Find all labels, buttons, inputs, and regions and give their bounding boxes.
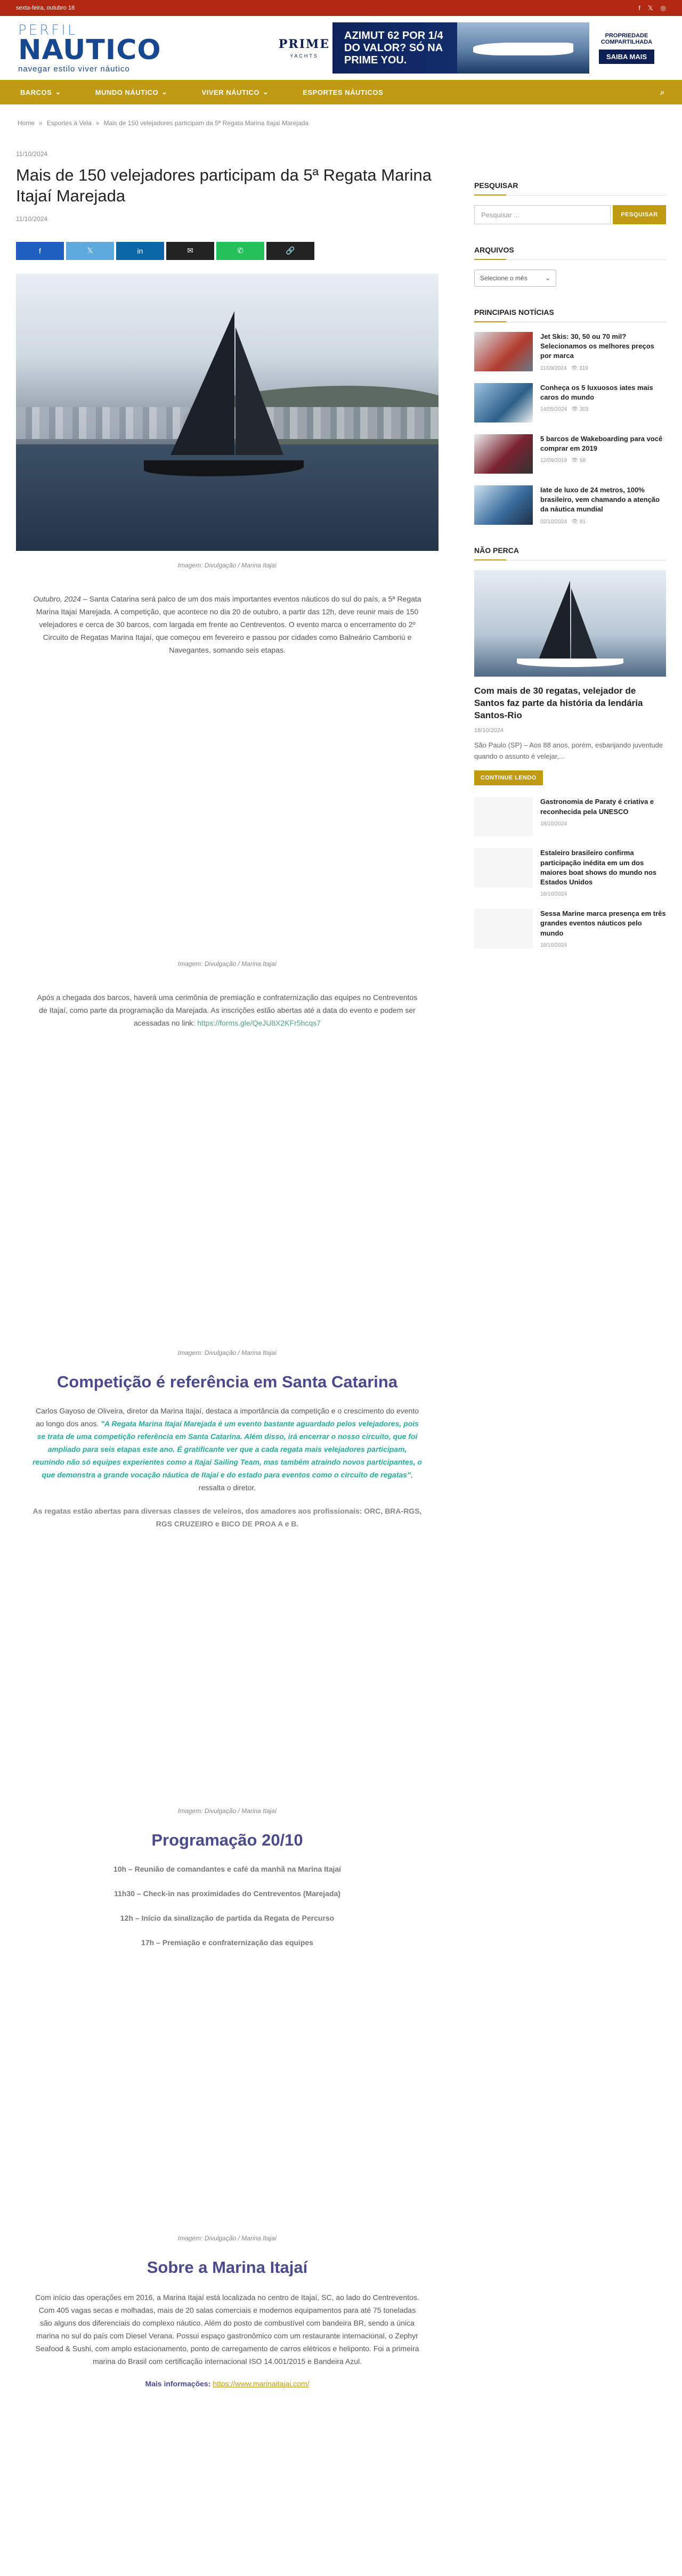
widget-title: NÃO PERCA (474, 546, 666, 560)
copy-link-button[interactable]: 🔗 (266, 242, 314, 260)
news-thumbnail (474, 485, 533, 525)
breadcrumb-separator: » (39, 119, 43, 127)
sidebar-search-button[interactable]: PESQUISAR (613, 205, 666, 224)
program-item: 10h – Reunião de comandantes e café da manhã na Marina Itajaí (113, 1864, 342, 1873)
breadcrumb-separator: » (95, 119, 100, 127)
news-title[interactable]: Gastronomia de Paraty é criativa e reconhecida pela UNESCO (540, 798, 654, 816)
sidebar (474, 181, 666, 2390)
news-title[interactable]: Jet Skis: 30, 50 ou 70 mil? Selecionamos os melhores preços por marca (540, 332, 654, 360)
carlos-text: Carlos Gayoso de Oliveira, diretor da Marina Itajaí, destaca a importância da competição e o crescimento do evento ao longo dos anos. (35, 1406, 419, 1428)
news-item[interactable] (474, 434, 666, 474)
logo-perfil: PERFIL (18, 22, 78, 38)
main-nav (0, 80, 682, 104)
search-icon[interactable]: ⌕ (660, 87, 665, 97)
nav-item-viver-nautico[interactable] (202, 88, 269, 96)
article-paragraph-classes: As regatas estão abertas para diversas classes de veleiros, dos amadores aos profissionais: ORC, BRA-RGS, RGS CRUZEIRO e BICO DE PROA A e B. (33, 1506, 422, 1528)
ad-brand-sub: YACHTS (290, 53, 319, 59)
nav-label: BARCOS (20, 88, 52, 96)
more-info (16, 2377, 439, 2390)
continue-reading-button[interactable]: CONTINUE LENDO (474, 770, 543, 785)
ad-banner[interactable] (276, 22, 664, 74)
widget-title: PRINCIPAIS NOTÍCIAS (474, 308, 666, 322)
news-thumbnail (474, 848, 533, 888)
ad-headline: AZIMUT 62 POR 1/4 DO VALOR? SÓ NA PRIME YOU. (344, 29, 443, 66)
news-thumbnail (474, 909, 533, 948)
article-date: 11/10/2024 (16, 215, 48, 223)
top-news-widget (474, 308, 666, 525)
arrival-text: Após a chegada dos barcos, haverá uma cerimônia de premiação e confraternização das equipes no Centreventos de Itajaí, como parte da programação da Marejada. As inscrições estão abertas até a data do evento e podem ser acessadas no link: (37, 993, 418, 1027)
archive-select[interactable] (474, 270, 556, 287)
carlos-quote: "A Regata Marina Itajaí Marejada é um evento bastante aguardado pelos velejadores, pois se trata de uma competição referência em Santa Catarina. Além disso, irá encerrar o nosso circuito, que foi ampliado para seis etapas este ano. É gratificante ver que a cada regata mais velejadores participam, reunindo não só equipes experientes como a Itajaí Sailing Team, mas também atraindo novos participantes, o que demonstra a grande vocação náutica de Itajaí e do estado para eventos como o circuito de regatas" (33, 1419, 422, 1479)
list-item[interactable] (474, 797, 666, 836)
news-title[interactable]: Conheça os 5 luxuosos iates mais caros do mundo (540, 384, 653, 402)
article (16, 137, 439, 2390)
ad-yacht-image (457, 22, 589, 74)
chevron-down-icon: ⌄ (55, 88, 61, 96)
featured-title[interactable]: Com mais de 30 regatas, velejador de Santos faz parte da história da lendária Santos-Rio (474, 686, 643, 720)
featured-image-sailboat[interactable] (474, 570, 666, 677)
section-heading-sobre: Sobre a Marina Itajaí (147, 2257, 308, 2277)
news-thumbnail (474, 434, 533, 474)
search-widget (474, 181, 666, 224)
image-caption: Imagem: Divulgação / Marina Itajaí (177, 2234, 277, 2242)
nav-label: MUNDO NÁUTICO (95, 88, 159, 96)
featured-excerpt: São Paulo (SP) – Aos 88 anos, porém, esbanjando juventude quando o assunto é velejar,... (474, 741, 663, 760)
news-thumbnail (474, 332, 533, 371)
nav-label: VIVER NÁUTICO (201, 88, 259, 96)
ad-side (589, 22, 664, 74)
facebook-icon[interactable]: f (638, 4, 640, 12)
breadcrumb (16, 104, 666, 127)
hero-image-sailboat (16, 274, 439, 551)
nav-label: ESPORTES NÁUTICOS (303, 88, 384, 96)
logo-tagline: navegar estilo viver náutico (18, 64, 130, 74)
article-paragraph-arrival (16, 991, 439, 1029)
ad-side-label: PROPRIEDADE COMPARTILHADA (600, 32, 653, 45)
news-thumbnail (474, 797, 533, 836)
site-header (0, 16, 682, 80)
program-item: 11h30 – Check-in nas proximidades do Centreventos (Marejada) (114, 1889, 340, 1898)
share-facebook-button[interactable]: f (16, 242, 64, 260)
news-date: 18/10/2024 (540, 942, 567, 948)
breadcrumb-home[interactable]: Home (18, 119, 35, 127)
news-date: 18/10/2024 (540, 891, 567, 898)
marina-website-link[interactable]: https://www.marinaitajai.com/ (213, 2379, 310, 2388)
breadcrumb-category[interactable]: Esportes à Vela (46, 119, 92, 127)
news-item[interactable] (474, 332, 666, 371)
share-linkedin-button[interactable]: in (116, 242, 164, 260)
ad-cta-button[interactable]: SAIBA MAIS (599, 50, 654, 64)
image-caption: Imagem: Divulgação / Marina Itajaí (177, 960, 277, 968)
intro-date: Outubro, 2024 (33, 594, 81, 603)
news-meta: 02/10/2024 👁 81 (540, 518, 586, 525)
featured-date: 18/10/2024 (474, 727, 504, 734)
article-date-top: 11/10/2024 (16, 150, 48, 158)
section-heading-programacao: Programação 20/10 (151, 1830, 303, 1849)
news-thumbnail (474, 383, 533, 422)
image-caption: Imagem: Divulgação / Marina Itajaí (177, 561, 277, 569)
widget-title: ARQUIVOS (474, 246, 666, 260)
instagram-icon[interactable]: ◎ (660, 4, 666, 12)
share-bar (16, 242, 439, 260)
current-date: sexta-feira, outubro 18 (16, 5, 75, 11)
ad-brand (276, 22, 335, 74)
share-email-button[interactable]: ✉ (166, 242, 214, 260)
logo-nautico: NAUTICO (18, 34, 161, 66)
carlos-text-end: , ressalta o diretor. (198, 1470, 413, 1492)
program-item: 17h – Premiação e confraternização das equipes (141, 1938, 313, 1947)
top-bar (0, 0, 682, 16)
news-title[interactable]: Sessa Marine marca presença em três grandes eventos náuticos pelo mundo (540, 909, 666, 937)
chevron-down-icon: ⌄ (262, 88, 269, 96)
nav-item-esportes-nauticos[interactable] (303, 88, 383, 96)
program-item: 12h – Início da sinalização de partida da Regata de Percurso (120, 1913, 335, 1922)
sidebar-search-input[interactable]: Pesquisar ... (474, 205, 611, 224)
social-links (639, 4, 667, 12)
share-whatsapp-button[interactable]: ✆ (216, 242, 264, 260)
news-title[interactable]: Estaleiro brasileiro confirma participação inédita em um dos maiores boat shows do mundo nos Estados Unidos (540, 849, 657, 886)
intro-text: – Santa Catarina será palco de um dos mais importantes eventos náuticos do sul do país, a 5ª Regata Marina Itajaí Marejada. A competição, que acontece no dia 20 de outubro, a partir das 12h, deve reunir mais de 150 velejadores e cerca de 30 barcos, com largada em frente ao Centreventos. O evento marca o encerramento do 2º Circuito de Regatas Marina Itajaí, que começou em fevereiro e passou por cidades como Balneário Camboriú e Navegantes, somando seis etapas. (36, 594, 421, 654)
news-meta: 14/05/2024 👁 303 (540, 407, 589, 413)
image-caption: Imagem: Divulgação / Marina Itajaí (177, 1807, 277, 1815)
site-logo[interactable] (18, 23, 161, 73)
archive-select-value: Selecione o mês (480, 274, 527, 282)
share-x-button[interactable]: 𝕏 (66, 242, 114, 260)
article-paragraph-about: Com início das operações em 2016, a Marina Itajaí está localizada no centro de Itajaí, SC, ao lado do Centreventos. Com 405 vagas secas e molhadas, mais de 20 salas comerciais e modernos equipamentos para até 75 toneladas são alguns dos diferenciais do complexo náutico. Além do posto de combustível com bandeira BR, sendo a única marina no sul do país com Diesel Verana. Possui espaço gastronômico com um restaurante internacional, o Zephyr Seafood & Sushi, com amplo estacionamento, ponto de carregamento de carros elétricos e heliponto. Foi a primeira marina do Brasil com certificação internacional ISO 14.001/2015 e Bandeira Azul. (35, 2293, 419, 2366)
section-heading-competicao: Competição é referência em Santa Catarina (56, 1372, 398, 1391)
news-item[interactable] (474, 485, 666, 525)
article-paragraph-carlos (16, 1404, 439, 1494)
news-date: 18/10/2024 (540, 820, 567, 827)
ad-brand-name: PRIME (278, 37, 330, 51)
chevron-down-icon: ⌄ (161, 88, 168, 96)
article-intro (16, 592, 439, 656)
nao-perca-widget (474, 546, 666, 948)
nav-item-mundo-nautico[interactable] (95, 88, 168, 96)
list-item[interactable] (474, 848, 666, 897)
article-title: Mais de 150 velejadores participam da 5ª Regata Marina Itajaí Marejada (16, 166, 432, 205)
widget-title: PESQUISAR (474, 181, 666, 196)
image-caption: Imagem: Divulgação / Marina Itajaí (177, 1348, 277, 1356)
news-title[interactable]: Iate de luxo de 24 metros, 100% brasileiro, vem chamando a atenção da náutica mundial (540, 486, 660, 514)
archive-widget (474, 246, 666, 287)
list-item[interactable] (474, 909, 666, 948)
x-twitter-icon[interactable]: 𝕏 (647, 4, 653, 12)
chevron-down-icon: ⌄ (545, 274, 550, 282)
breadcrumb-current: Mais de 150 velejadores participam da 5ª Regata Marina Itajaí Marejada (103, 119, 309, 127)
nav-item-barcos[interactable] (20, 88, 61, 96)
news-meta: 11/09/2024 👁 319 (540, 365, 588, 371)
news-title[interactable]: 5 barcos de Wakeboarding para você comprar em 2019 (540, 435, 663, 453)
news-meta: 12/09/2019 👁 58 (540, 458, 586, 464)
more-info-label: Mais informações: (145, 2379, 213, 2388)
news-item[interactable] (474, 383, 666, 422)
registration-link[interactable]: https://forms.gle/QeJU8X2KFr5hcqs7 (197, 1018, 321, 1027)
